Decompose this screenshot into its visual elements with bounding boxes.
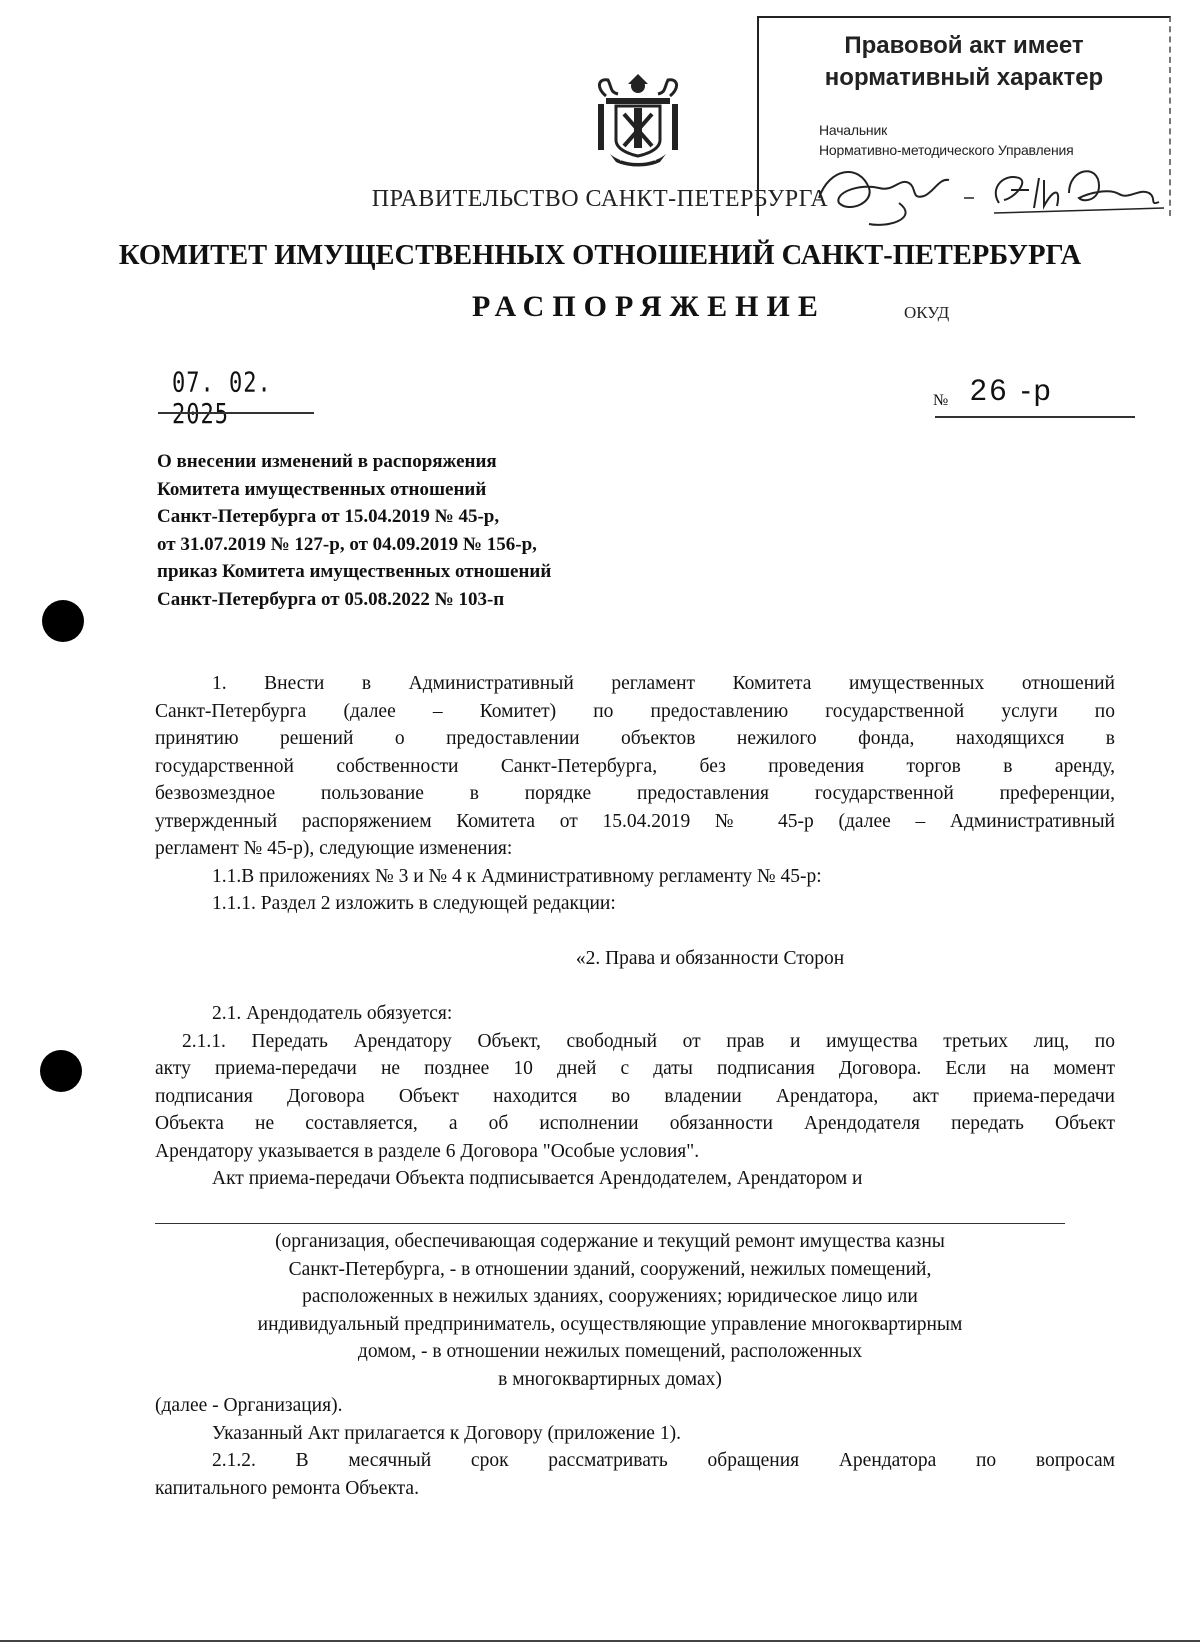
document-date: 07. 02. 2025: [172, 367, 272, 431]
number-sign: №: [933, 392, 949, 409]
punch-hole-mark: [40, 1050, 82, 1092]
paragraph-line: утвержденный распоряжением Комитета от 15.04.2019 № 45-р (далее – Административный: [155, 810, 1115, 832]
okud-label: ОКУД: [904, 303, 950, 322]
paragraph-line: безвозмездное пользование в порядке предоставления государственной преференции,: [155, 783, 1115, 804]
date-underline: [158, 412, 314, 414]
stamp-role-line2: Нормативно-методического Управления: [819, 142, 1074, 158]
org-note-line: индивидуальный предприниматель, осуществляющие управление многоквартирным: [257, 1313, 963, 1335]
paragraph-line: Объекта не составляется, а об исполнении обязанности Арендодателя передать Объект: [155, 1113, 1115, 1134]
document-type-title: РАСПОРЯЖЕНИЕ: [472, 290, 826, 323]
paragraph-line: Арендатору указывается в разделе 6 Договора "Особые условия".: [155, 1140, 700, 1162]
clause-2-1-2-cont: капитального ремонта Объекта.: [155, 1477, 419, 1499]
subject-line: Санкт-Петербурга от 05.08.2022 № 103-п: [157, 588, 505, 610]
clause-2-1: 2.1. Арендодатель обязуется:: [212, 1003, 453, 1024]
clause-1-1: 1.1.В приложениях № 3 и № 4 к Административному регламенту № 45-р:: [212, 865, 822, 887]
spacer: [155, 918, 1115, 946]
document-body: [155, 670, 1115, 1193]
subject-line: приказ Комитета имущественных отношений: [157, 561, 552, 582]
paragraph-line: Санкт-Петербурга (далее – Комитет) по предоставлению государственной услуги по: [155, 700, 1115, 722]
subject-line: Санкт-Петербурга от 15.04.2019 № 45-р,: [157, 506, 500, 527]
stamp-role: [819, 120, 1074, 160]
document-tail: [155, 1392, 1115, 1502]
paragraph-line: 1. Внести в Административный регламент Комитета имущественных отношений: [212, 673, 1115, 694]
subject-line: от 31.07.2019 № 127-р, от 04.09.2019 № 156-р,: [157, 533, 537, 555]
subject-line: Комитета имущественных отношений: [157, 478, 487, 500]
org-note-line: (организация, обеспечивающая содержание и текущий ремонт имущества казны: [275, 1231, 945, 1252]
government-title: ПРАВИТЕЛЬСТВО САНКТ-ПЕТЕРБУРГА: [371, 186, 829, 212]
org-note-line: расположенных в нежилых зданиях, сооружениях; юридическое лицо или: [302, 1286, 918, 1307]
act-signing-line: Акт приема-передачи Объекта подписывается Арендодателем, Арендатором и: [212, 1168, 863, 1189]
paragraph-line: принятию решений о предоставлении объектов нежилого фонда, находящихся в: [155, 728, 1115, 749]
document-number: 26 -р: [970, 374, 1054, 407]
paragraph-line: акту приема-передачи не позднее 10 дней с даты подписания Договора. Если на момент: [155, 1058, 1115, 1079]
section-title: «2. Права и обязанности Сторон: [575, 948, 845, 969]
subject-line: О внесении изменений в распоряжения: [157, 451, 497, 472]
org-note-line: в многоквартирных домах): [498, 1368, 722, 1390]
org-note-line: домом, - в отношении нежилых помещений, расположенных: [357, 1341, 863, 1362]
punch-hole-mark: [42, 600, 84, 642]
spacer: [155, 973, 1115, 1001]
org-note-line: Санкт-Петербурга, - в отношении зданий, сооружений, нежилых помещений,: [288, 1258, 932, 1280]
paragraph-line: 2.1.1. Передать Арендатору Объект, свободный от прав и имущества третьих лиц, по: [182, 1030, 1115, 1052]
paragraph-line: государственной собственности Санкт-Петербурга, без проведения торгов в аренду,: [155, 755, 1115, 777]
attachment-note: Указанный Акт прилагается к Договору (приложение 1).: [212, 1422, 681, 1444]
stamp-title-line1: Правовой акт имеет: [844, 32, 1084, 59]
clause-2-1-2: 2.1.2. В месячный срок рассматривать обращения Арендатора по вопросам: [212, 1450, 1115, 1471]
paragraph-line: подписания Договора Объект находится во владении Арендатора, акт приема-передачи: [155, 1085, 1115, 1107]
organization-fill-line: [155, 1223, 1065, 1224]
page-bottom-edge: [0, 1640, 1200, 1642]
stamp-title: [759, 30, 1169, 94]
organization-note: [155, 1228, 1065, 1393]
committee-title: КОМИТЕТ ИМУЩЕСТВЕННЫХ ОТНОШЕНИЙ САНКТ-ПЕТЕРБУРГА: [118, 240, 1082, 271]
stamp-title-line2: нормативный характер: [824, 64, 1104, 91]
organization-definition: (далее - Организация).: [155, 1395, 343, 1416]
coat-of-arms-emblem: [588, 70, 688, 170]
paragraph-line: регламент № 45-р), следующие изменения:: [155, 838, 513, 859]
number-underline: [935, 416, 1135, 418]
document-subject: [157, 448, 757, 613]
clause-1-1-1: 1.1.1. Раздел 2 изложить в следующей редакции:: [212, 893, 616, 914]
stamp-role-line1: Начальник: [819, 122, 888, 138]
